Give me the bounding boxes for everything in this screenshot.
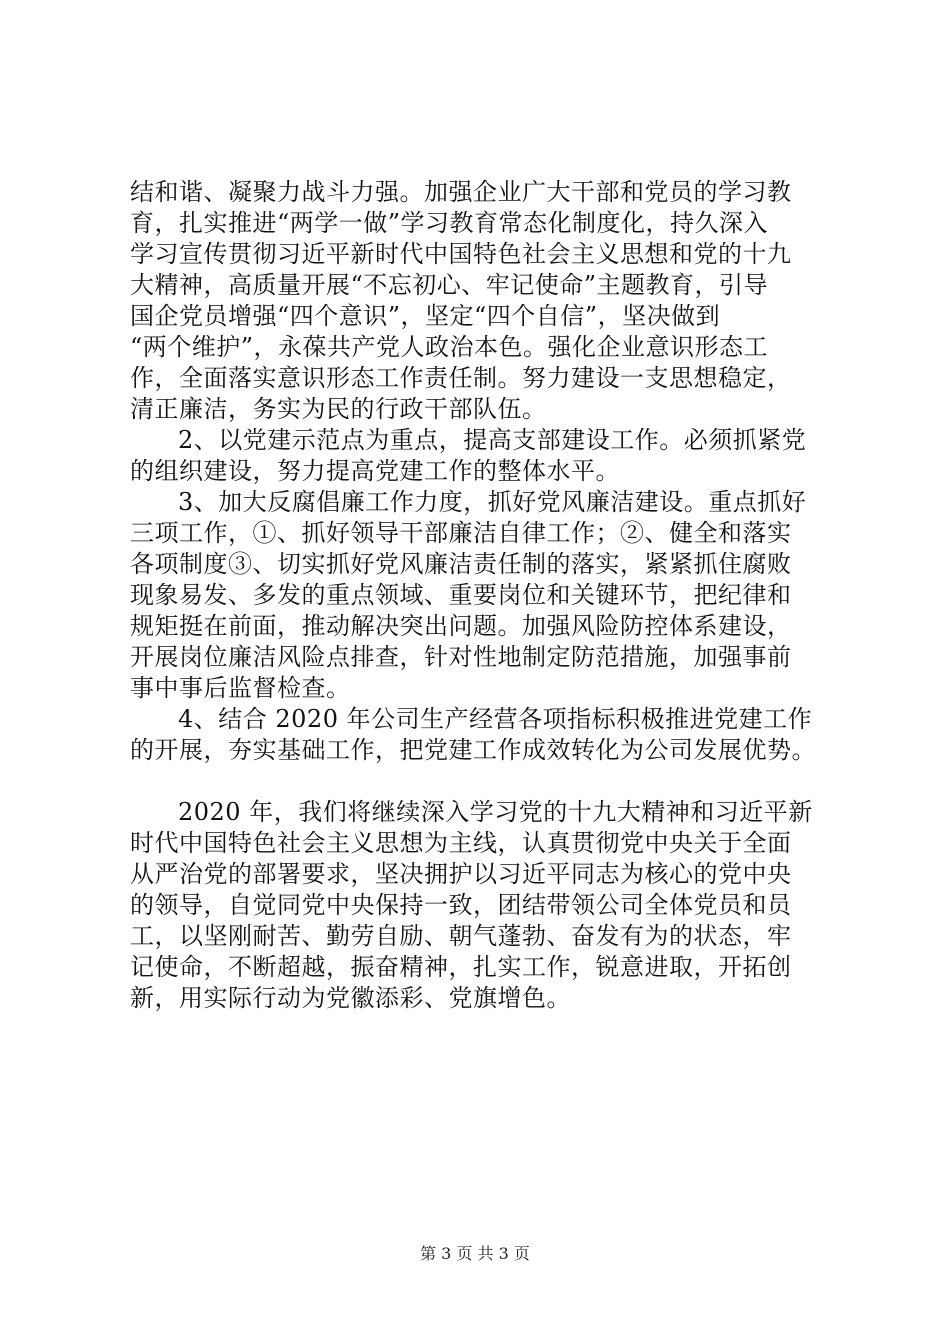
text-line: 学习宣传贯彻习近平新时代中国特色社会主义思想和党的十九 xyxy=(130,240,792,268)
text-line: 工，以坚刚耐苦、勤劳自励、朝气蓬勃、奋发有为的状态，牢 xyxy=(130,922,792,950)
paragraph-2-start: 2、以党建示范点为重点，提高支部建设工作。必须抓紧党 xyxy=(178,426,807,454)
text-line: 新，用实际行动为党徽添彩、党旗增色。 xyxy=(130,984,571,1012)
text-line: 三项工作，①、抓好领导干部廉洁自律工作；②、健全和落实 xyxy=(130,519,792,547)
text-line: 规矩挺在前面，推动解决突出问题。加强风险防控体系建设， xyxy=(130,612,792,640)
page-number-footer: 第 3 页 共 3 页 xyxy=(420,1244,530,1263)
text-line: 清正廉洁，务实为民的行政干部队伍。 xyxy=(130,395,547,423)
text-line: 开展岗位廉洁风险点排查，针对性地制定防范措施，加强事前 xyxy=(130,643,792,671)
text-line: 大精神，高质量开展“不忘初心、牢记使命”主题教育，引导 xyxy=(130,271,769,299)
text-line: 各项制度③、切实抓好党风廉洁责任制的落实，紧紧抓住腐败 xyxy=(130,550,792,578)
text-line: 时代中国特色社会主义思想为主线，认真贯彻党中央关于全面 xyxy=(130,829,792,857)
text-line: 育，扎实推进“两学一做”学习教育常态化制度化，持久深入 xyxy=(130,209,769,237)
text-line: 从严治党的部署要求，坚决拥护以习近平同志为核心的党中央 xyxy=(130,860,792,888)
text-line: 事中事后监督检查。 xyxy=(130,674,351,702)
text-line: 作，全面落实意识形态工作责任制。努力建设一支思想稳定， xyxy=(130,364,792,392)
text-line: 的组织建设，努力提高党建工作的整体水平。 xyxy=(130,457,620,485)
text-line: “两个维护”，永葆共产党人政治本色。强化企业意识形态工 xyxy=(130,333,769,361)
text-line: 结和谐、凝聚力战斗力强。加强企业广大干部和党员的学习教 xyxy=(130,178,792,206)
paragraph-4-start: 4、结合 2020 年公司生产经营各项指标积极推进党建工作 xyxy=(178,705,813,733)
paragraph-3-start: 3、加大反腐倡廉工作力度，抓好党风廉洁建设。重点抓好 xyxy=(178,488,807,516)
text-line: 国企党员增强“四个意识”，坚定“四个自信”，坚决做到 xyxy=(130,302,721,330)
text-line: 现象易发、多发的重点领域、重要岗位和关键环节，把纪律和 xyxy=(130,581,792,609)
text-line: 记使命，不断超越，振奋精神，扎实工作，锐意进取，开拓创 xyxy=(130,953,792,981)
text-line: 的开展，夯实基础工作，把党建工作成效转化为公司发展优势。 xyxy=(130,736,816,764)
text-line: 的领导，自觉同党中央保持一致，团结带领公司全体党员和员 xyxy=(130,891,792,919)
closing-paragraph-start: 2020 年，我们将继续深入学习党的十九大精神和习近平新 xyxy=(178,798,813,826)
